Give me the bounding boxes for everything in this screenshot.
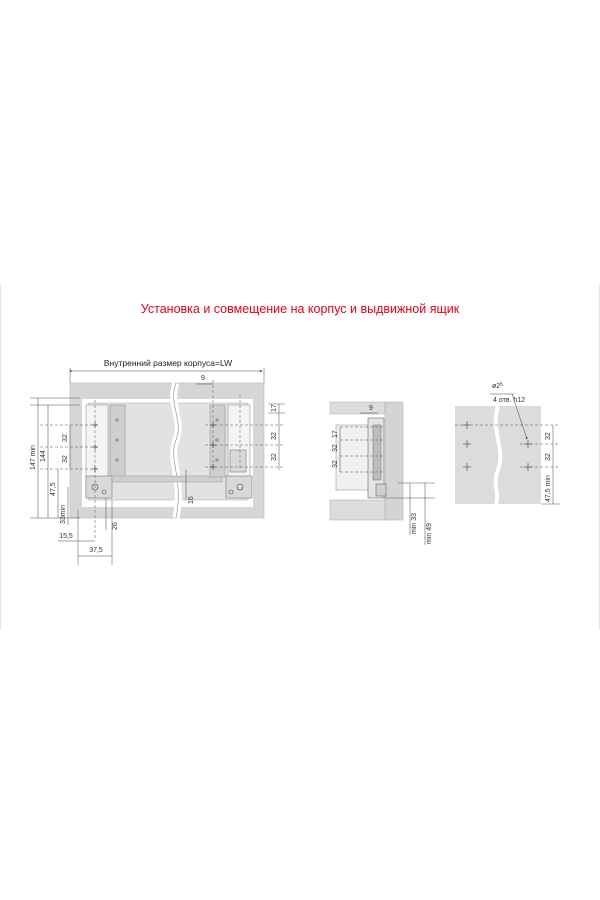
front-view [30, 358, 285, 565]
inner-size-label: Внутренний размер корпуса=LW [103, 358, 233, 368]
dim-33-min: 33min [60, 504, 67, 524]
side-dim-17: 17 [332, 430, 339, 438]
side-dim-32-1: 32 [332, 444, 339, 452]
dim-47-5: 47,5 [50, 482, 57, 496]
side-dim-9: 9 [369, 405, 373, 412]
dim-147-min: 147 min [30, 445, 37, 470]
hole-diameter-label: $ø2^5$ [492, 382, 503, 390]
panel-dim-32-2: 32 [545, 453, 552, 461]
dim-17-right: 17 [271, 404, 278, 412]
dim-15-5: 15,5 [59, 533, 73, 540]
dim-37-5: 37,5 [89, 547, 103, 554]
cabinet-side [385, 402, 403, 520]
panel-view [455, 382, 560, 504]
dim-9: 9 [201, 375, 205, 382]
dim-32-right-1: 32 [271, 432, 278, 440]
holes-note: 4 отв. h12 [493, 397, 526, 404]
panel-dim-47-5-min: 47,5 min [545, 475, 552, 502]
dim-32-right-2: 32 [271, 453, 278, 461]
panel-dim-32-1: 32 [545, 432, 552, 440]
side-dim-min-33: min 33 [411, 512, 418, 534]
dim-32-left-1: 32 [62, 434, 69, 442]
side-dim-min-49: min 49 [426, 522, 433, 544]
side-view [330, 402, 435, 545]
cabinet-top [330, 402, 385, 414]
side-dim-32-2: 32 [332, 460, 339, 468]
page-title: Установка и совмещение на корпус и выдвижной ящик [140, 302, 460, 316]
dim-16: 16 [188, 496, 195, 504]
dim-32-left-2: 32 [62, 455, 69, 463]
dim-144: 144 [40, 450, 47, 462]
drawer-side [336, 425, 370, 490]
dim-26: 26 [112, 522, 119, 530]
